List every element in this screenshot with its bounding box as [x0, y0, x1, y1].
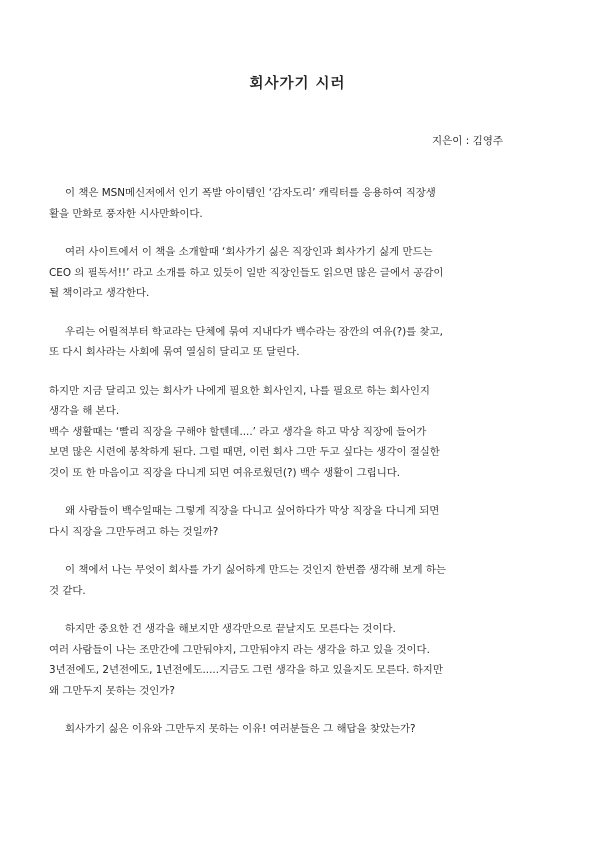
author-line: 지은이 : 김영주 [432, 135, 504, 147]
text-line: 하지만 지금 달리고 있는 회사가 나에게 필요한 회사인지, 나를 필요로 하는 회사인지 [49, 384, 430, 397]
document-body [49, 183, 549, 740]
text-line: 회사가기 싫은 이유와 그만두지 못하는 이유! 여러분들은 그 해답을 찾았는가? [65, 723, 416, 735]
text-line: 3년전에도, 2년전에도, 1년전에도.....지금도 그런 생각을 하고 있을지도 모른다. 하지만 [49, 664, 443, 676]
text-line: 또 다시 회사라는 사회에 묶여 열심히 달리고 또 달린다. [49, 346, 300, 358]
text-line: 것이 또 한 마음이고 직장을 다니게 되면 여유로웠던(?) 백수 생활이 그립니다. [49, 466, 401, 479]
text-line: 이 책은 MSN메신저에서 인기 폭발 아이템인 ‘감자도리’ 캐릭터를 응용하여 직장생 [65, 187, 436, 199]
paragraph-3 [49, 322, 549, 363]
text-line: 왜 사람들이 백수일때는 그렇게 직장을 다니고 싶어하다가 막상 직장을 다니게 되면 [65, 505, 440, 517]
text-line: 여러 사람들이 나는 조만간에 그만둬야지, 그만둬야지 라는 생각을 하고 있을 것이다. [49, 643, 430, 656]
text-line: 보면 많은 시련에 봉착하게 된다. 그럴 때면, 이런 회사 그만 두고 싶다는 생각이 절실한 [49, 446, 440, 458]
text-line: 여러 사이트에서 이 책을 소개할때 ‘회사가기 싫은 직장인과 회사가기 싫게 만드는 [65, 246, 433, 258]
paragraph-1 [49, 183, 549, 224]
text-line: 될 책이라고 생각한다. [49, 287, 150, 299]
paragraph-4 [49, 381, 549, 484]
text-line: 것 같다. [49, 584, 86, 597]
text-line: 우리는 어릴적부터 학교라는 단체에 묶여 지내다가 백수라는 잠깐의 여유(?)를 찾고, [65, 325, 443, 338]
text-line: 다시 직장을 그만두려고 하는 것일까? [49, 525, 219, 538]
text-line: 이 책에서 나는 무엇이 회사를 가기 싫어하게 만드는 것인지 한번쯤 생각해 보게 하는 [65, 564, 446, 576]
document-title: 회사가기 시러 [249, 76, 346, 92]
text-line: 백수 생활때는 ‘빨리 직장을 구해야 할텐데....’ 라고 생각을 하고 막상 직장에 들어가 [49, 425, 427, 438]
text-line: 생각을 해 본다. [49, 405, 120, 417]
text-line: 하지만 중요한 건 생각을 해보지만 생각만으로 끝날지도 모른다는 것이다. [65, 623, 396, 635]
text-line: 왜 그만두지 못하는 것인가? [49, 684, 175, 697]
paragraph-2 [49, 242, 549, 304]
paragraph-7 [49, 619, 549, 701]
text-line: CEO 의 필독서!!’ 라고 소개를 하고 있듯이 일반 직장인들도 읽으면 많은 글에서 공감이 [49, 266, 444, 279]
paragraph-8 [49, 719, 549, 740]
text-line: 활을 만화로 풍자한 시사만화이다. [49, 207, 203, 220]
paragraph-6 [49, 560, 549, 601]
paragraph-5 [49, 501, 549, 542]
